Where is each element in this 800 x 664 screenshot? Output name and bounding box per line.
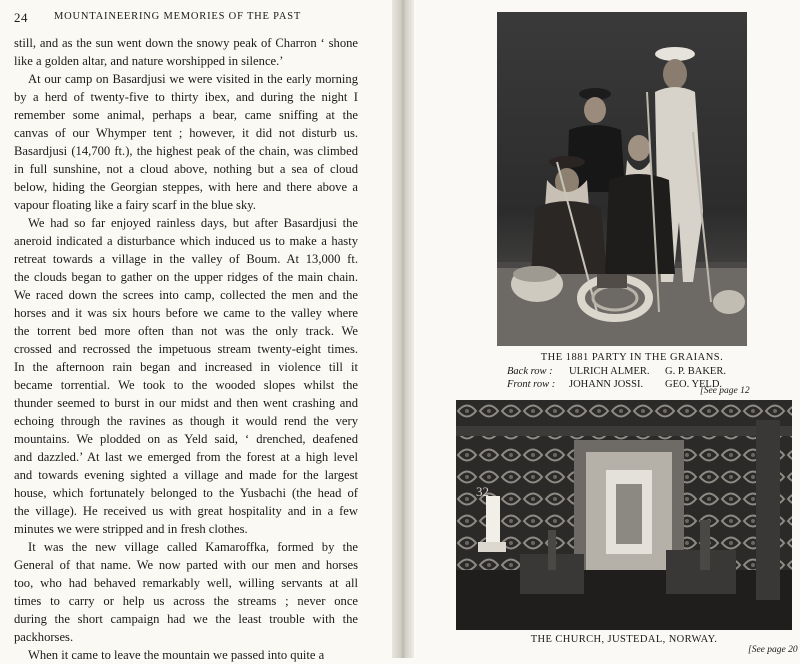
front-row-label: Front row : bbox=[507, 379, 556, 390]
church-photograph-image bbox=[456, 400, 792, 630]
text-line: too, who had behaved remarkably well, willing servants at all bbox=[14, 576, 358, 590]
text-line: retreat towards a village in the valley of Boum. At 13,000 ft. bbox=[14, 252, 358, 266]
text-line: and towards evening sighted a village and made for the largest bbox=[14, 468, 358, 482]
back-row-name: ULRICH ALMER. bbox=[569, 365, 650, 377]
text-line: It was the new village called Kamaroffka, formed by the bbox=[28, 540, 358, 554]
text-line: vapour floating like a fairy scarf in the blue sky. bbox=[14, 198, 256, 212]
plate2-title: THE CHURCH, JUSTEDAL, NORWAY. bbox=[530, 634, 718, 645]
body-text bbox=[14, 34, 358, 664]
back-row-name: G. P. BAKER. bbox=[665, 365, 726, 377]
page-number: 24 bbox=[14, 10, 28, 25]
text-line: remember some animal, perhaps a bear, came sniffing at the bbox=[14, 108, 358, 122]
running-head-title: MOUNTAINEERING MEMORIES OF THE PAST bbox=[54, 11, 302, 22]
text-line: We had so far enjoyed rainless days, but after Basardjusi the bbox=[28, 216, 358, 230]
plate1-page-reference: [See page 12 bbox=[700, 386, 750, 396]
text-line: and dazzled.’ At last we emerged from the forest at a high level bbox=[14, 450, 358, 464]
text-line: during the short campaign had we the least trouble with the bbox=[14, 612, 358, 626]
running-head bbox=[14, 10, 359, 28]
text-line: echoing through the ravines as though it would rend the very bbox=[14, 414, 358, 428]
text-line: Basardjusi (14,700 ft.), the highest peak of the chain, was climbed bbox=[14, 144, 358, 158]
plate1-title: THE 1881 PARTY IN THE GRAIANS. bbox=[540, 352, 724, 363]
text-line: We raced down the screes into camp, collected the men and the bbox=[14, 288, 358, 302]
text-line: in full sunshine, not a cloud above, nothing but a sea of cloud bbox=[14, 162, 358, 176]
text-line: At our camp on Basardjusi we were visited in the early morning bbox=[28, 72, 358, 86]
text-line: became torrential. We took to the wooded slopes whilst the bbox=[14, 378, 358, 392]
text-line: In the afternoon rain began and increased in violence till it bbox=[14, 360, 358, 374]
text-line: horses and it was six hours before we came to the valley where bbox=[14, 306, 358, 320]
plate1-back-row bbox=[507, 365, 757, 379]
text-line: General of that name. We now parted with our men and horses bbox=[14, 558, 358, 572]
text-line: by a herd of twenty-five to thirty ibex, and during the night I bbox=[14, 90, 358, 104]
text-line: still, and as the sun went down the snowy peak of Charron ‘ shone bbox=[14, 36, 358, 50]
front-row-name: GEO. YELD. bbox=[665, 379, 723, 390]
book-gutter bbox=[392, 0, 414, 658]
plate2-page-reference: [See page 20 bbox=[748, 645, 798, 655]
left-page bbox=[0, 0, 392, 662]
text-line: minutes we were stripped and in fresh clothes. bbox=[14, 522, 248, 536]
back-row-label: Back row : bbox=[507, 365, 553, 377]
text-line: mountains. We plodded on as Yeld said, ‘ drenched, deafened bbox=[14, 432, 358, 446]
text-line: below, hiding the Georgian steppes, with here and there above a bbox=[14, 180, 358, 194]
text-line: house, which fortunately belonged to the Yusbachi (the head of bbox=[14, 486, 358, 500]
party-photograph bbox=[497, 12, 747, 346]
front-row-name: JOHANN JOSSI. bbox=[569, 379, 644, 390]
church-photograph bbox=[456, 400, 792, 630]
text-line: crossed and recrossed the impetuous stream twenty-eight times. bbox=[14, 342, 358, 356]
text-line: the clouds began to gather on the upper ridges of the main chain. bbox=[14, 270, 358, 284]
text-line: aneroid indicated a disturbance which induced us to make a hasty bbox=[14, 234, 358, 248]
text-line: the torrent bed more often than not was the only track. We bbox=[14, 324, 358, 338]
text-line: canvas of our Whymper tent ; however, it did not disturb us. bbox=[14, 126, 358, 140]
text-line: thunder seemed to burst in our midst and then went crashing and bbox=[14, 396, 358, 410]
text-line: When it came to leave the mountain we passed into quite a bbox=[28, 648, 325, 662]
text-line: the village). He received us with great hospitality and in a few bbox=[14, 504, 358, 518]
party-photograph-image bbox=[497, 12, 747, 346]
church-sign-number: 32 bbox=[476, 484, 489, 499]
text-line: like a golden altar, and nature worshipped in silence.’ bbox=[14, 54, 284, 68]
text-line: times to carry or help us across the streams ; never once bbox=[14, 594, 358, 608]
text-line: packhorses. bbox=[14, 630, 74, 644]
